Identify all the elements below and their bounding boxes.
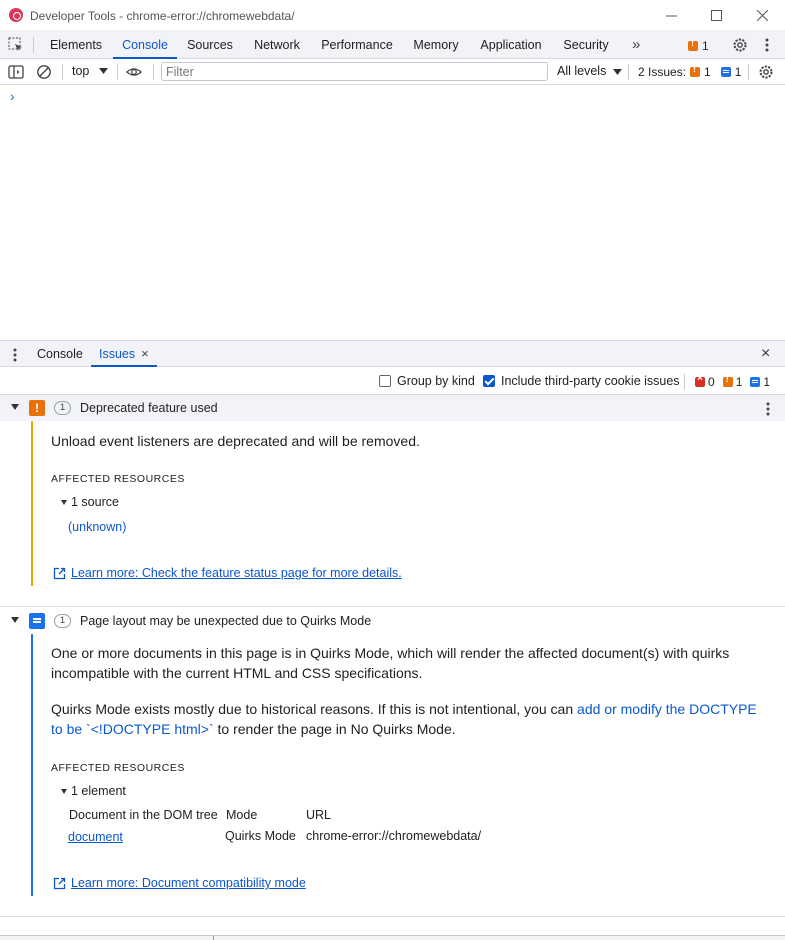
issue-description: Unload event listeners are deprecated and will be removed.: [51, 433, 420, 449]
learn-more-label: Learn more: Document compatibility mode: [71, 876, 306, 890]
maximize-button[interactable]: [693, 0, 739, 30]
console-prompt[interactable]: ›: [10, 88, 15, 104]
info-kind-icon: [29, 613, 45, 629]
doctype-link[interactable]: add or modify the DOCTYPE to be `<!DOCTYPE html>`: [51, 701, 757, 737]
more-tabs-button[interactable]: »: [632, 36, 641, 53]
info-icon: [750, 377, 760, 387]
tab-elements[interactable]: Elements: [49, 38, 103, 52]
external-link-icon: [53, 877, 66, 890]
tab-console[interactable]: Console: [113, 31, 177, 59]
title-bar: [0, 0, 785, 31]
warning-count: 1: [704, 65, 711, 79]
affected-group-label: 1 source: [71, 495, 119, 509]
issue-divider: [0, 606, 785, 607]
issue-description-secondary: [51, 699, 771, 739]
issue-counter-value: 1: [702, 39, 709, 53]
issues-link[interactable]: [638, 65, 741, 79]
main-tab-bar: [0, 31, 785, 59]
drawer-tab-issues-label: Issues: [99, 347, 136, 361]
group-by-kind-checkbox[interactable]: [379, 375, 391, 387]
affected-group-label: 1 element: [71, 784, 126, 798]
divider: [153, 64, 154, 80]
close-window-button[interactable]: [739, 0, 785, 30]
close-tab-icon[interactable]: ×: [141, 346, 149, 361]
warning-count: 1: [735, 375, 743, 389]
issue-count-badge: 1: [54, 401, 71, 415]
drawer-menu-icon[interactable]: [13, 347, 17, 363]
info-count: 1: [734, 65, 742, 79]
close-icon: [757, 10, 768, 21]
table-cell-url: chrome-error://chromewebdata/: [306, 829, 482, 843]
error-icon: [695, 377, 705, 387]
drawer-tab-console-label: Console: [37, 347, 83, 361]
tab-network[interactable]: Network: [254, 38, 300, 52]
divider: [33, 37, 34, 53]
warning-icon: [690, 67, 700, 77]
external-link-icon: [53, 567, 66, 580]
context-value: top: [72, 64, 90, 78]
warning-kind-icon: !: [29, 400, 45, 416]
issue-counter[interactable]: [688, 39, 709, 53]
tab-performance[interactable]: Performance: [321, 38, 393, 52]
document-node-link[interactable]: document: [68, 830, 123, 844]
tab-memory[interactable]: Memory: [413, 38, 459, 52]
filter-input[interactable]: [161, 62, 548, 81]
expand-triangle-icon[interactable]: [61, 789, 67, 794]
divider: [62, 64, 63, 80]
drawer-tab-issues[interactable]: [91, 341, 157, 367]
minimize-icon: [666, 10, 677, 21]
issues-count-label: 2 Issues:: [638, 65, 687, 79]
affected-resources-heading: AFFECTED RESOURCES: [51, 473, 185, 485]
warning-icon: [688, 41, 698, 51]
issues-toolbar: [0, 368, 785, 395]
table-header: URL: [306, 808, 332, 822]
third-party-cookie-checkbox[interactable]: [483, 375, 495, 387]
issue-header-deprecated[interactable]: [0, 395, 785, 421]
issue-title: Page layout may be unexpected due to Quirks Mode: [80, 614, 372, 628]
log-levels-value: All levels: [557, 64, 607, 78]
third-party-cookie-label: Include third-party cookie issues: [501, 374, 680, 388]
issue-count-badge: 1: [54, 614, 71, 628]
info-icon: [721, 67, 731, 77]
expand-triangle-icon: [11, 617, 19, 623]
table-cell-mode: Quirks Mode: [225, 829, 296, 843]
log-levels-dropdown[interactable]: [557, 64, 622, 78]
customize-menu-icon[interactable]: [765, 37, 769, 53]
table-header: Mode: [226, 808, 258, 822]
context-selector[interactable]: [72, 64, 108, 78]
tab-sources[interactable]: Sources: [187, 38, 233, 52]
live-expression-eye-icon[interactable]: [126, 64, 142, 80]
divider: [213, 936, 214, 940]
learn-more-label: Learn more: Check the feature status page for more details.: [71, 566, 402, 580]
issue-body-quirks-mode: [31, 634, 785, 896]
tab-application[interactable]: Application: [480, 38, 542, 52]
table-header: Document in the DOM tree: [69, 808, 218, 822]
issue-header-quirks-mode[interactable]: [0, 608, 785, 634]
divider: [117, 64, 118, 80]
drawer-tab-bar: [0, 340, 785, 367]
issue-body-deprecated: [31, 421, 785, 586]
sidebar-toggle-icon[interactable]: [8, 64, 24, 80]
maximize-icon: [711, 10, 722, 21]
inspect-element-icon[interactable]: [8, 37, 24, 53]
clear-console-icon[interactable]: [36, 64, 52, 80]
minimize-button[interactable]: [648, 0, 694, 30]
divider: [628, 64, 629, 80]
tab-security[interactable]: Security: [563, 38, 609, 52]
settings-gear-icon[interactable]: [732, 37, 748, 53]
divider: [0, 916, 785, 917]
group-by-kind-label: Group by kind: [397, 374, 475, 388]
expand-triangle-icon[interactable]: [61, 500, 67, 505]
description-text: to render the page in No Quirks Mode.: [213, 721, 456, 737]
description-text: Quirks Mode exists mostly due to historical reasons. If this is not intentional, you can: [51, 701, 578, 717]
window-title: Developer Tools - chrome-error://chromewebdata/: [30, 9, 295, 23]
learn-more-link[interactable]: [53, 876, 306, 890]
console-settings-gear-icon[interactable]: [758, 64, 774, 80]
expand-triangle-icon: [11, 404, 19, 410]
warning-icon: [723, 377, 733, 387]
divider: [748, 64, 749, 80]
console-toolbar: [0, 59, 785, 85]
close-drawer-button[interactable]: ×: [761, 345, 771, 362]
dropdown-arrow-icon: [99, 68, 108, 74]
issue-menu-icon[interactable]: [766, 401, 770, 417]
error-count: 0: [708, 375, 715, 389]
learn-more-link[interactable]: [53, 566, 402, 580]
divider: [684, 374, 685, 390]
issue-description: One or more documents in this page is in Quirks Mode, which will render the affected document(s) with quirks incompatible with the current HTML and CSS specifications.: [51, 645, 730, 681]
info-count: 1: [763, 375, 771, 389]
drawer-tab-console[interactable]: [29, 341, 91, 367]
devtools-app-icon: [9, 8, 23, 22]
issue-counts: [695, 375, 770, 389]
affected-resource-link[interactable]: (unknown): [68, 520, 127, 534]
dropdown-arrow-icon: [613, 69, 622, 75]
affected-resources-heading: AFFECTED RESOURCES: [51, 762, 185, 774]
status-bar: [0, 935, 785, 940]
issue-title: Deprecated feature used: [80, 401, 218, 415]
